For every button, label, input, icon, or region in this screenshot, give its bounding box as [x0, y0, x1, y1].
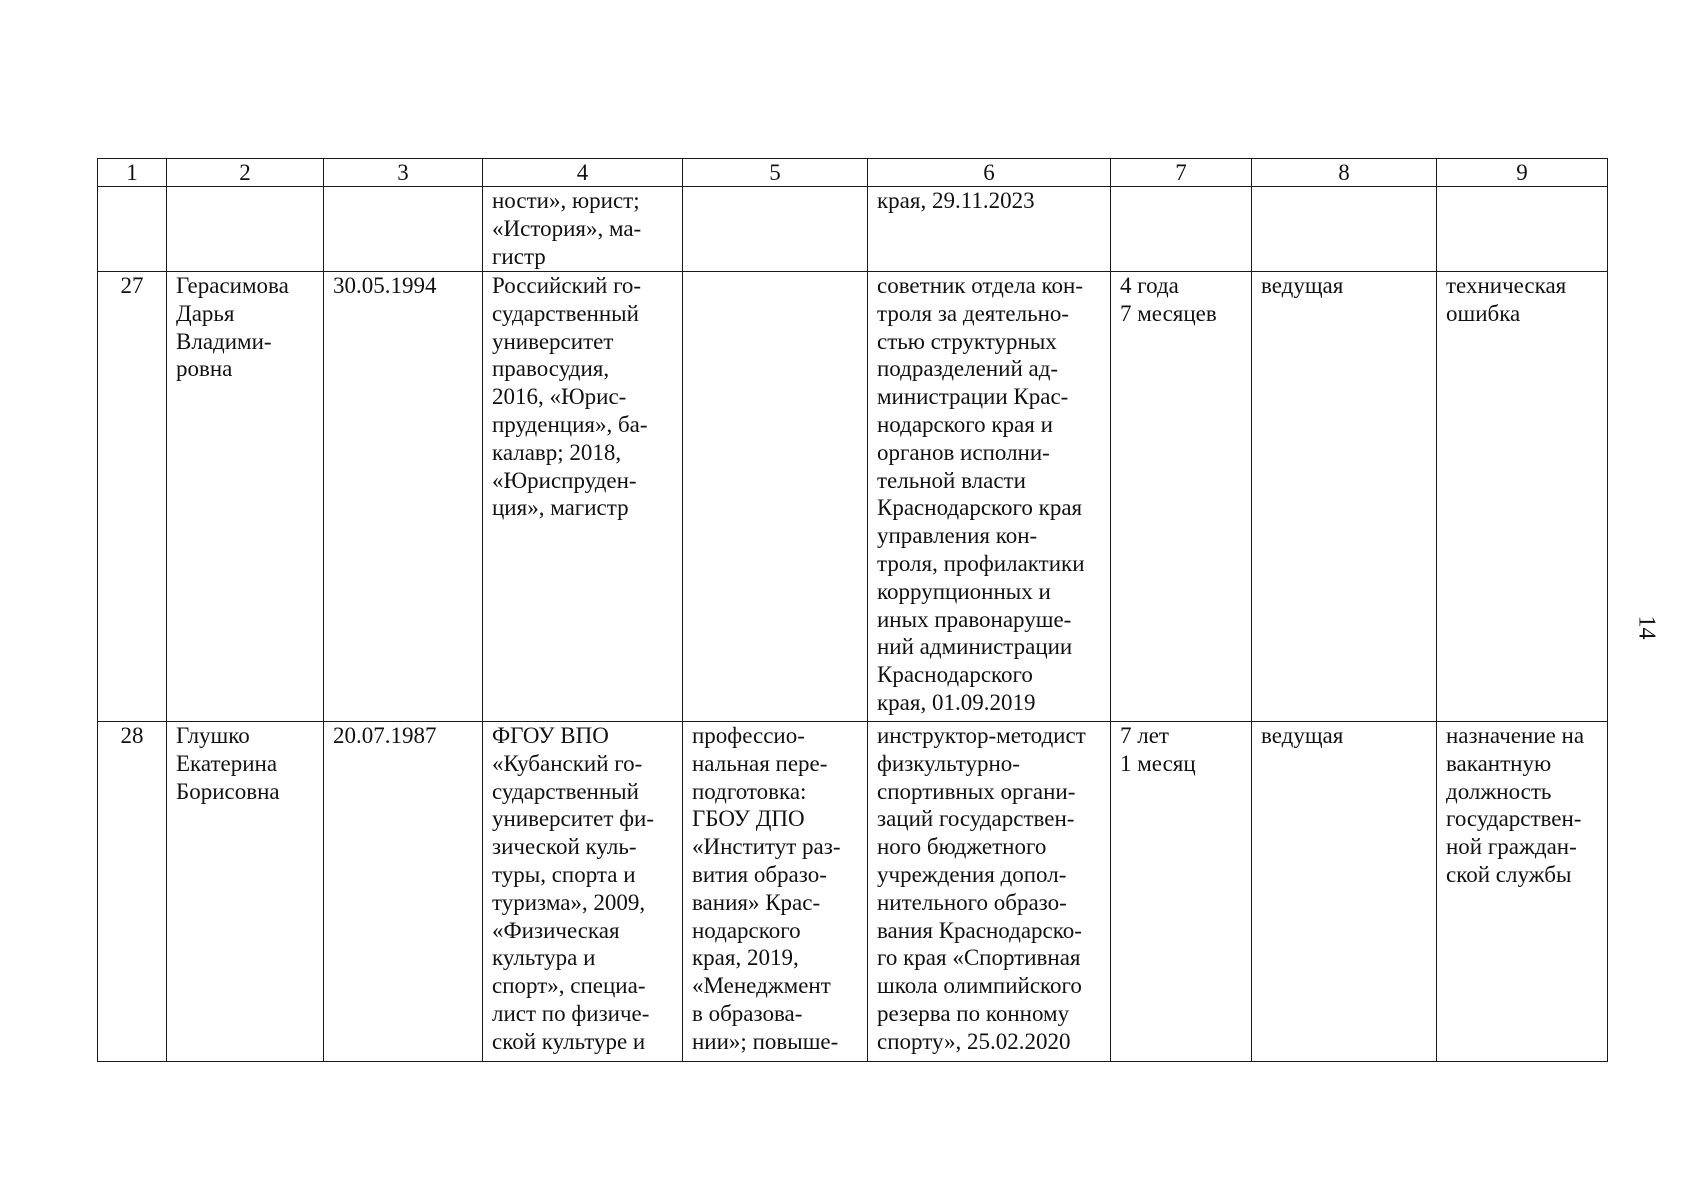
column-header-4: 4	[483, 159, 683, 187]
cell-experience: 7 лет 1 месяц	[1111, 722, 1252, 1062]
column-header-1: 1	[98, 159, 167, 187]
cell-education: ности», юрист; «История», ма- гистр	[483, 187, 683, 272]
cell-full-name: Герасимова Дарья Владими- ровна	[167, 272, 324, 722]
cell-position: края, 29.11.2023	[868, 187, 1111, 272]
cell-education: Российский го- сударственный университет правосудия, 2016, «Юрис- пруденция», ба- калавр; 2018, «Юриспруден- ция», магистр	[483, 272, 683, 722]
cell-group	[1252, 187, 1437, 272]
column-header-5: 5	[683, 159, 868, 187]
column-header-8: 8	[1252, 159, 1437, 187]
cell-birth-date	[324, 187, 483, 272]
cell-experience: 4 года 7 месяцев	[1111, 272, 1252, 722]
cell-additional-education	[683, 272, 868, 722]
cell-reason	[1437, 187, 1608, 272]
cell-number: 27	[98, 272, 167, 722]
cell-additional-education	[683, 187, 868, 272]
cell-birth-date: 30.05.1994	[324, 272, 483, 722]
cell-reason: назначение на вакантную должность государствен- ной граждан- ской службы	[1437, 722, 1608, 1062]
column-header-3: 3	[324, 159, 483, 187]
cell-education: ФГОУ ВПО «Кубанский го- сударственный университет фи- зической куль- туры, спорта и туризма», 2009, «Физическая культура и спорт», специа- лист по физиче- ской культуре и	[483, 722, 683, 1062]
table-row-continuation	[98, 187, 1608, 272]
cell-group: ведущая	[1252, 722, 1437, 1062]
cell-additional-education: профессио- нальная пере- подготовка: ГБОУ ДПО «Институт раз- вития образо- вания» Крас- нодарского края, 2019, «Менеджмент в образова- нии»; повыше-	[683, 722, 868, 1062]
cell-birth-date: 20.07.1987	[324, 722, 483, 1062]
cell-experience	[1111, 187, 1252, 272]
table-row	[98, 722, 1608, 1062]
column-header-9: 9	[1437, 159, 1608, 187]
cell-full-name	[167, 187, 324, 272]
table-row	[98, 272, 1608, 722]
column-header-7: 7	[1111, 159, 1252, 187]
cell-reason: техническая ошибка	[1437, 272, 1608, 722]
cell-number	[98, 187, 167, 272]
personnel-table	[97, 158, 1608, 1062]
column-header-6: 6	[868, 159, 1111, 187]
cell-position: советник отдела кон- троля за деятельно- стью структурных подразделений ад- министрации Крас- нодарского края и органов исполни- тельной власти Краснодарского края управления кон- троля, профилактики коррупционных и иных правонаруше- ний администрации Краснодарского края, 01.09.2019	[868, 272, 1111, 722]
page-number: 14	[1633, 615, 1660, 640]
cell-full-name: Глушко Екатерина Борисовна	[167, 722, 324, 1062]
header-row	[98, 159, 1608, 187]
cell-group: ведущая	[1252, 272, 1437, 722]
column-header-2: 2	[167, 159, 324, 187]
cell-position: инструктор-методист физкультурно- спортивных органи- заций государствен- ного бюджетного учреждения допол- нительного образо- вания Краснодарско- го края «Спортивная школа олимпийского резерва по конному спорту», 25.02.2020	[868, 722, 1111, 1062]
cell-number: 28	[98, 722, 167, 1062]
